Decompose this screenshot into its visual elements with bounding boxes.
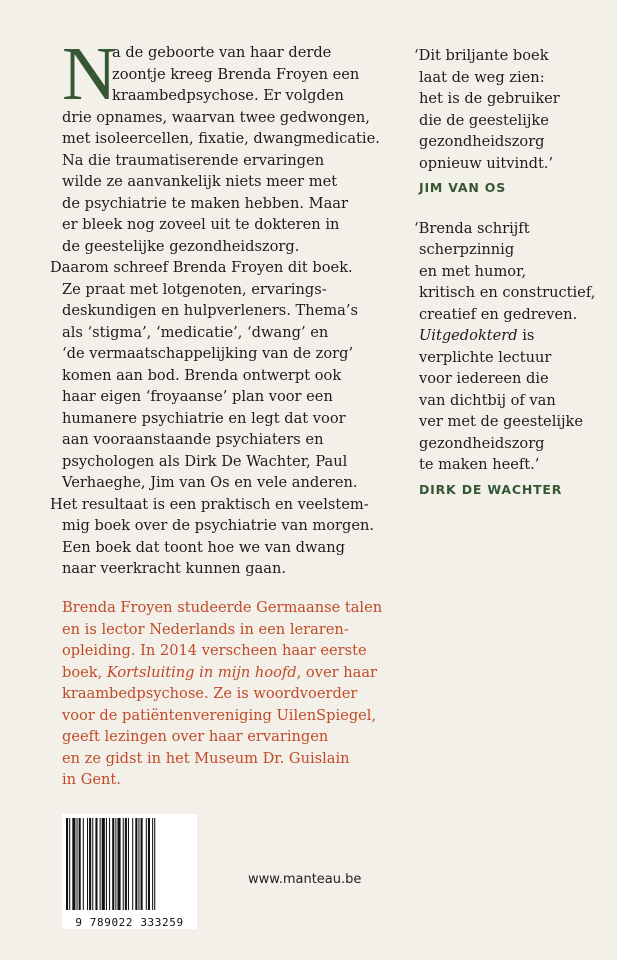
book-title: Uitgedokterd — [419, 327, 518, 344]
barcode-bar — [152, 818, 153, 910]
blurb-line: Na die traumatiserende ervaringen — [62, 151, 325, 169]
quote-line: laat de weg zien: — [419, 68, 545, 86]
opening-paragraph — [62, 32, 412, 257]
quote-line — [414, 325, 604, 347]
barcode-bar — [87, 818, 88, 910]
barcode-bar — [154, 818, 155, 910]
quote-line: van dichtbij of van — [419, 391, 556, 409]
blurb-line: humanere psychiatrie en legt dat voor — [62, 409, 346, 427]
blurb-line: komen aan bod. Brenda ontwerpt ook — [62, 366, 342, 384]
quote-line: opnieuw uitvindt.’ — [419, 154, 554, 172]
barcode-bar — [89, 818, 91, 910]
blurb-line: aan vooraanstaande psychiaters en — [62, 431, 324, 448]
quote-line: gezondheidszorg — [419, 133, 545, 150]
quote-line: voor iedereen die — [419, 370, 549, 387]
bio-line: voor de patiëntenvereniging UilenSpiegel, — [62, 706, 377, 724]
bio-line: in Gent. — [62, 771, 121, 788]
bio-text: , over haar — [296, 663, 377, 681]
barcode-bar — [146, 818, 147, 910]
quote-line: het is de gebruiker — [419, 90, 560, 107]
quote-line: gezondheidszorg — [419, 434, 545, 452]
quote-line: te maken heeft.’ — [419, 456, 540, 473]
quote-author: DIRK DE WACHTER — [419, 481, 563, 497]
barcode-bar — [112, 818, 114, 910]
bio-line — [62, 662, 422, 684]
bio-line: geeft lezingen over haar ervaringen — [62, 728, 329, 745]
barcode-bar — [92, 818, 93, 910]
blurb-line: naar veerkracht kunnen gaan. — [62, 560, 287, 577]
barcode-bar — [79, 818, 81, 910]
bio-text: boek, — [62, 663, 107, 681]
quote-line: en met humor, — [419, 262, 527, 280]
barcode-bars — [62, 814, 197, 914]
quote-line: ‘Dit briljante boek — [414, 47, 549, 64]
quote-dirk-de-wachter — [414, 218, 604, 501]
barcode-bar — [77, 818, 78, 910]
quote-author: JIM VAN OS — [419, 180, 507, 195]
isbn-number: 9 789022 333259 — [75, 916, 184, 929]
barcode-bar — [102, 818, 105, 910]
blurb-line: er bleek nog zoveel uit te dokteren in — [62, 216, 340, 233]
quote-line: kritisch en constructief, — [419, 284, 596, 301]
barcode-bar — [109, 818, 110, 910]
barcode-bar — [138, 818, 139, 910]
blurb-line: mig boek over de psychiatrie van morgen. — [62, 517, 375, 534]
blurb-line: drie opnames, waarvan twee gedwongen, — [62, 108, 370, 126]
blurb-line: Verhaeghe, Jim van Os en vele anderen. — [62, 474, 358, 491]
barcode-bar — [135, 818, 137, 910]
quote-text: is — [517, 327, 535, 344]
barcode-bar — [125, 818, 127, 910]
blurb-line: ‘de vermaatschappelijking van de zorg’ — [62, 345, 354, 362]
blurb-line: haar eigen ‘froyaanse’ plan voor een — [62, 388, 333, 405]
quote-line: ver met de geestelijke — [419, 413, 584, 430]
barcode-bar — [132, 818, 133, 910]
isbn-barcode — [62, 814, 197, 929]
blurb-line: de psychiatrie te maken hebben. Maar — [62, 194, 348, 212]
blurb-line: a de geboorte van haar derde — [112, 44, 332, 61]
bio-line: en ze gidst in het Museum Dr. Guislain — [62, 749, 350, 767]
barcode-bar — [141, 818, 143, 910]
barcode-bar — [117, 818, 120, 910]
barcode-bar — [95, 818, 97, 910]
blurb-line: zoontje kreeg Brenda Froyen een — [112, 65, 360, 83]
blurb-line: met isoleercellen, fixatie, dwangmedicatie. — [62, 130, 380, 147]
quote-line: ‘Brenda schrijft — [414, 219, 530, 237]
blurb-line: wilde ze aanvankelijk niets meer met — [62, 173, 338, 190]
blurb-line: psychologen als Dirk De Wachter, Paul — [62, 452, 348, 470]
second-paragraph — [50, 257, 412, 580]
bio-line: kraambedpsychose. Ze is woordvoerder — [62, 685, 358, 702]
blurb-line: Een boek dat toont hoe we van dwang — [62, 538, 345, 556]
publisher-website: www.manteau.be — [248, 872, 362, 887]
quote-line: verplichte lectuur — [419, 348, 552, 366]
author-bio — [62, 597, 422, 791]
blurb-line: Ze praat met lotgenoten, ervarings- — [62, 280, 327, 298]
barcode-bar — [128, 818, 129, 910]
barcode-bar — [83, 818, 84, 910]
barcode-bar — [66, 818, 68, 910]
blurb-line: Daarom schreef Brenda Froyen dit boek. — [50, 259, 353, 276]
bio-line: Brenda Froyen studeerde Germaanse talen — [62, 599, 383, 616]
barcode-bar — [106, 818, 107, 910]
quote-line: die de geestelijke — [419, 111, 549, 129]
dropcap-letter: N — [62, 32, 117, 116]
blurb-line: deskundigen en hulpverleners. Thema’s — [62, 302, 358, 319]
quote-jim-van-os — [414, 45, 604, 199]
quote-line: creatief en gedreven. — [419, 305, 578, 323]
barcode-bar — [148, 818, 150, 910]
blurb-line: de geestelijke gezondheidszorg. — [62, 237, 300, 255]
blurb-line: Het resultaat is een praktisch en veelstem- — [50, 495, 369, 513]
bio-line: en is lector Nederlands in een leraren- — [62, 620, 349, 638]
blurb-line: als ‘stigma’, ‘medicatie’, ‘dwang’ en — [62, 323, 329, 341]
barcode-bar — [123, 818, 124, 910]
blurb-column — [50, 32, 412, 580]
previous-book-title: Kortsluiting in mijn hoofd — [106, 663, 297, 681]
barcode-bar — [69, 818, 70, 910]
bio-line: opleiding. In 2014 verscheen haar eerste — [62, 642, 367, 659]
quote-line: scherpzinnig — [419, 241, 515, 258]
blurb-line: kraambedpsychose. Er volgden — [112, 87, 344, 104]
barcode-bar — [72, 818, 75, 910]
barcode-bar — [100, 818, 101, 910]
quotes-column — [414, 45, 604, 519]
barcode-bar — [115, 818, 116, 910]
